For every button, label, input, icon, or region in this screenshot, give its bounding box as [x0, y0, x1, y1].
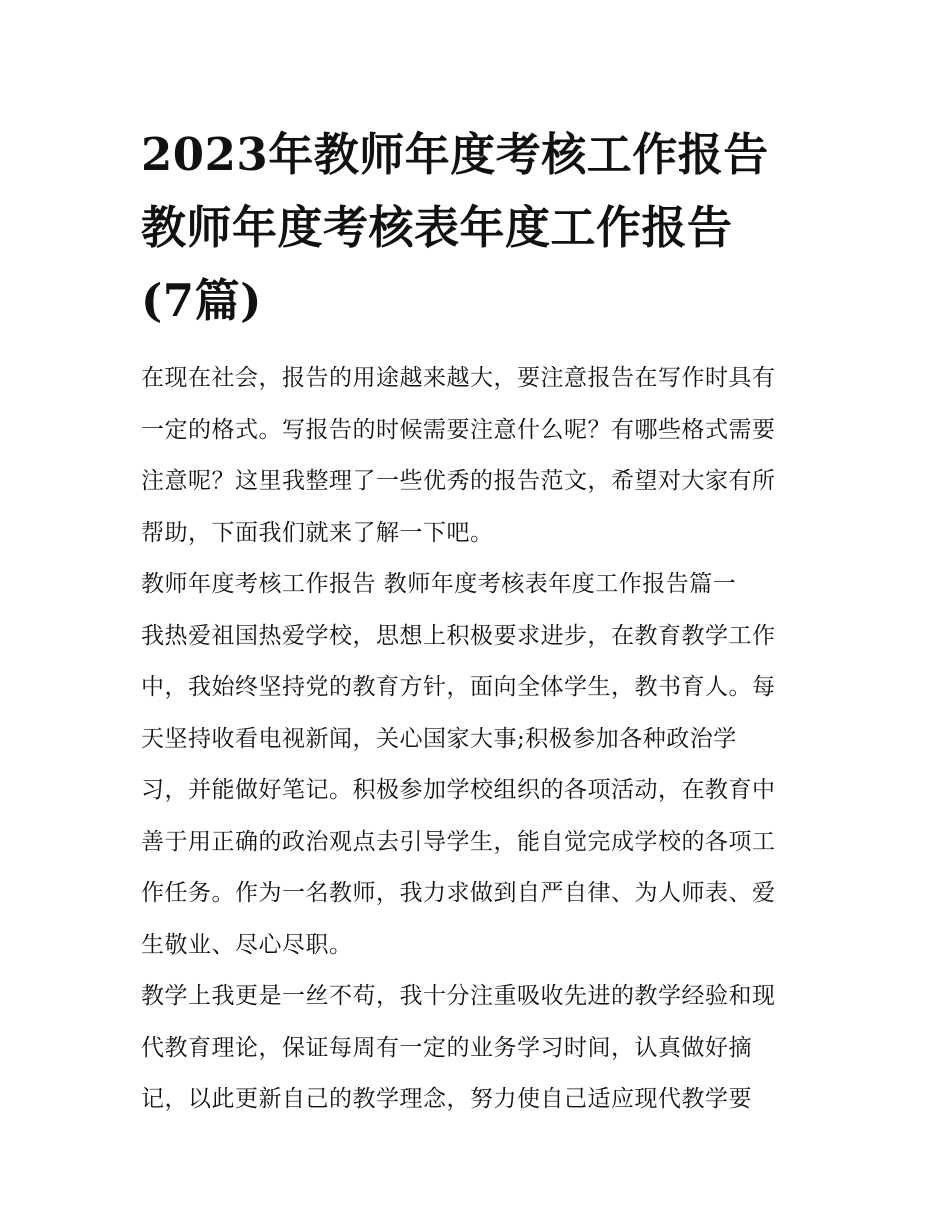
title-line: 教师年度考核表年度工作报告	[141, 201, 733, 254]
text-line: 一定的格式。写报告的时候需要注意什么呢？有哪些格式需要	[141, 416, 776, 443]
text-line: 善于用正确的政治观点去引导学生，能自觉完成学校的各项工	[141, 828, 776, 855]
text-line: 代教育理论，保证每周有一定的业务学习时间，认真做好摘	[141, 1034, 752, 1061]
text-line: 作任务。作为一名教师，我力求做到自严自律、为人师表、爱	[141, 880, 776, 906]
body-paragraph-2	[141, 971, 813, 1126]
text-line: 在现在社会，报告的用途越来越大，要注意报告在写作时具有	[141, 365, 776, 391]
text-line: 中，我始终坚持党的教育方针，面向全体学生，教书育人。每	[141, 674, 776, 700]
section-heading: 教师年度考核工作报告 教师年度考核表年度工作报告篇一	[141, 571, 737, 597]
text-line: 注意呢？这里我整理了一些优秀的报告范文，希望对大家有所	[141, 468, 776, 494]
title-line: 2023年教师年度考核工作报告	[141, 128, 769, 181]
text-line: 习，并能做好笔记。积极参加学校组织的各项活动，在教育中	[141, 777, 776, 803]
text-line: 天坚持收看电视新闻，关心国家大事;积极参加各种政治学	[141, 725, 737, 752]
document-title	[141, 118, 813, 337]
body-paragraph-1	[141, 611, 813, 972]
text-line: 记，以此更新自己的教学理念，努力使自己适应现代教学要	[141, 1086, 752, 1112]
text-line: 生敬业、尽心尽职。	[141, 931, 353, 958]
intro-paragraph	[141, 353, 813, 559]
text-line: 教学上我更是一丝不苟，我十分注重吸收先进的教学经验和现	[141, 983, 776, 1009]
text-line: 我热爱祖国热爱学校，思想上积极要求进步，在教育教学工作	[141, 622, 776, 649]
title-line: (7篇)	[141, 274, 262, 327]
text-line: 帮助，下面我们就来了解一下吧。	[141, 519, 494, 546]
document-page	[141, 118, 813, 1126]
